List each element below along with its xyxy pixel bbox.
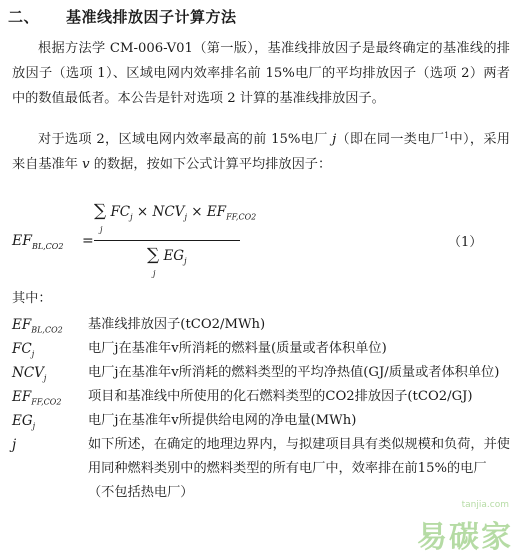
- paragraph-2-text: [12, 123, 510, 177]
- definition-item: [12, 433, 512, 505]
- definition-description: 如下所述，在确定的地理边界内，与拟建项目具有类似规模和负荷，并使用同种燃料类别中的燃料类型的所有电厂中，效率排在前15%的电厂（不包括热电厂）: [88, 437, 510, 500]
- definition-item: [12, 409, 512, 433]
- footnote-marker[interactable]: 1: [444, 131, 450, 140]
- paragraph-1: [12, 36, 510, 111]
- paragraph-1-text: 根据方法学 CM-006-V01（第一版），基准线排放因子是最终确定的基准线的排放因子（选项 1）、区域电网内效率排名前 15%电厂的平均排放因子（选项 2）两者中的数值最低者。本公告是针对选项 2 计算的基准线排放因子。: [12, 41, 510, 106]
- emission-factor-formula: [12, 195, 510, 285]
- section-title: 基准线排放因子计算方法: [66, 8, 237, 26]
- definition-description: 电厂j在基准年v所消耗的燃料量(质量或者体积单位): [88, 341, 387, 356]
- equation-number: （1）: [448, 235, 483, 250]
- definition-item: [12, 337, 512, 361]
- watermark-url: tanjia.com: [461, 500, 509, 510]
- formula-equals: =: [82, 233, 94, 249]
- definition-description: 电厂j在基准年v所消耗的燃料类型的平均净热值(GJ/质量或者体积单位): [88, 365, 500, 380]
- section-heading: [8, 6, 237, 27]
- watermark-brand: 易碳家: [417, 520, 513, 555]
- definition-symbol: j: [12, 437, 17, 453]
- definition-description: 基准线排放因子(tCO2/MWh): [88, 317, 266, 332]
- paragraph-2-part4: 的数据，按如下公式计算平均排放因子：: [89, 157, 332, 172]
- brand-watermark: [417, 500, 513, 556]
- definition-description: 项目和基准线中所使用的化石燃料类型的CO2排放因子(tCO2/GJ): [88, 389, 473, 404]
- definition-description: 电厂j在基准年v所提供给电网的净电量(MWh): [88, 413, 357, 428]
- paragraph-2-part3: 中），采用来自基准年: [12, 132, 510, 172]
- paragraph-2-part2: （即在同一类电厂: [336, 132, 445, 147]
- section-number: 二、: [8, 8, 40, 26]
- where-label: 其中：: [12, 291, 52, 306]
- paragraph-2-part1: 对于选项 2，区域电网内效率最高的前 15%电厂: [38, 132, 333, 147]
- definition-item: [12, 385, 512, 409]
- definitions-list: [12, 313, 512, 505]
- variable-j: j: [332, 132, 337, 147]
- paragraph-2: [12, 123, 510, 177]
- definition-symbol: $EF_{BL,CO2}$: [12, 317, 63, 335]
- formula-lhs: $EF_{BL,CO2}$: [12, 233, 64, 251]
- definition-symbol: $NCV_j$: [12, 365, 47, 383]
- fraction-line: [94, 240, 240, 241]
- denominator-sum-index: j: [153, 269, 156, 278]
- definition-symbol: $EF_{FF,CO2}$: [12, 389, 62, 407]
- definition-item: [12, 313, 512, 337]
- variable-v: v: [82, 157, 90, 172]
- definition-symbol: $FC_j$: [12, 341, 35, 359]
- definition-symbol: $EG_j$: [12, 413, 36, 431]
- definition-item: [12, 361, 512, 385]
- formula-denominator: ∑ $EG_j$: [147, 245, 187, 266]
- numerator-sum-index: j: [100, 225, 103, 234]
- formula-numerator: ∑ $FC_j \times NCV_j \times EF_{FF,CO2}$: [94, 201, 257, 222]
